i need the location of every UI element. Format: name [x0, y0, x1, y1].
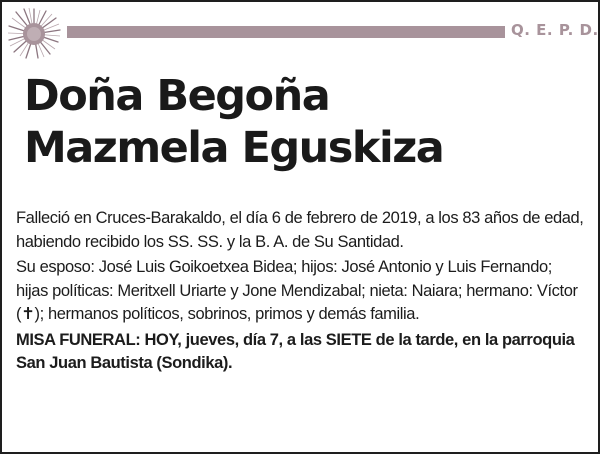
qepd-label: Q. E. P. D. — [511, 21, 599, 39]
name-line-2: Mazmela Eguskiza — [24, 123, 444, 173]
header-rule — [67, 26, 505, 38]
death-notice-paragraph: Falleció en Cruces-Barakaldo, el día 6 de febrero de 2019, a los 83 años de edad, habiendo recibido los SS. SS. y la B. A. de Su Santidad. — [16, 209, 584, 251]
name-line-1: Doña Begoña — [24, 71, 330, 121]
thistle-flower-icon — [6, 6, 62, 60]
funeral-mass-paragraph: MISA FUNERAL: HOY, jueves, día 7, a las SIETE de la tarde, en la parroquia San Juan Bautista (Sondika). — [16, 330, 575, 372]
obituary-body — [16, 207, 588, 378]
family-paragraph: Su esposo: José Luis Goikoetxea Bidea; hijos: José Antonio y Luis Fernando; hijas políticas: Meritxell Uriarte y Jone Mendizabal; nieta: Naiara; hermano: Víctor (✝); hermanos políticos, sobrinos, primos y demás familia. — [16, 258, 578, 323]
deceased-name — [24, 70, 443, 174]
